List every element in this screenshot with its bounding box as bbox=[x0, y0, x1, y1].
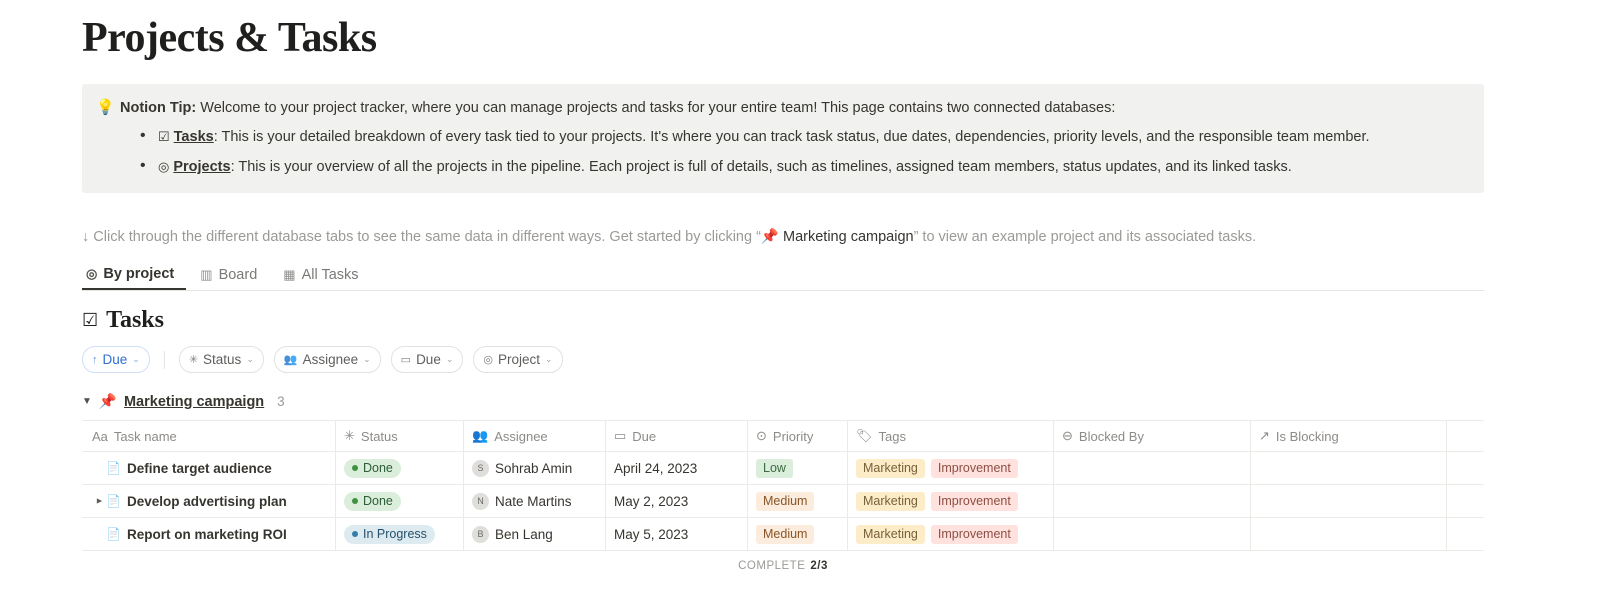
group-header-marketing-campaign[interactable] bbox=[82, 393, 1600, 410]
cell-assignee[interactable] bbox=[464, 518, 606, 550]
task-name-label: Develop advertising plan bbox=[126, 493, 287, 509]
select-icon: ⊙ bbox=[756, 428, 767, 443]
tasks-label[interactable]: Tasks bbox=[173, 129, 214, 145]
chip-label: Project bbox=[497, 352, 541, 367]
page-icon: 📄 bbox=[106, 494, 121, 508]
assignee-name: Sohrab Amin bbox=[495, 460, 573, 476]
hint-text bbox=[82, 227, 1600, 247]
column-label: Due bbox=[632, 428, 657, 444]
filter-chip-project[interactable] bbox=[473, 346, 562, 373]
status-label: Done bbox=[363, 493, 393, 508]
tasks-table bbox=[82, 420, 1484, 551]
tab-label: Board bbox=[218, 267, 258, 283]
table-row[interactable] bbox=[82, 452, 1484, 485]
filter-bar bbox=[82, 346, 1600, 373]
collapse-triangle-icon[interactable]: ▼ bbox=[82, 396, 92, 407]
people-icon: 👥 bbox=[472, 428, 489, 443]
cell-task-name[interactable] bbox=[82, 452, 336, 484]
hint-prefix: ↓ Click through the different database tabs to see the same data in different ways. Get started by clicking “ bbox=[82, 229, 761, 245]
cell-is-blocking[interactable] bbox=[1251, 452, 1447, 484]
column-label: Tags bbox=[878, 428, 906, 444]
page-title: Projects & Tasks bbox=[82, 15, 377, 61]
arrow-up-right-icon: ↗ bbox=[1259, 428, 1270, 443]
checkbox-icon: ☑ bbox=[82, 310, 99, 330]
cell-status[interactable] bbox=[336, 452, 464, 484]
status-badge bbox=[344, 492, 401, 511]
pin-icon: 📌 bbox=[760, 229, 779, 245]
column-header-priority[interactable] bbox=[748, 421, 848, 451]
lightbulb-icon: 💡 bbox=[96, 99, 115, 116]
projects-target-icon: ◎ bbox=[158, 159, 170, 174]
tab-by-project[interactable] bbox=[82, 266, 186, 290]
hint-suffix: ” to view an example project and its associated tasks. bbox=[913, 229, 1257, 245]
callout-lead-label: Notion Tip: bbox=[120, 100, 197, 116]
cell-blocked-by[interactable] bbox=[1054, 518, 1251, 550]
column-header-status[interactable] bbox=[336, 421, 464, 451]
cell-blocked-by[interactable] bbox=[1054, 452, 1251, 484]
page-icon: 📄 bbox=[106, 461, 121, 475]
text-type-icon: Aa bbox=[92, 428, 108, 444]
filter-divider bbox=[164, 351, 165, 369]
cell-task-name[interactable] bbox=[82, 518, 336, 550]
cell-tags[interactable] bbox=[848, 485, 1054, 517]
chevron-down-icon: ⌄ bbox=[246, 354, 254, 364]
tag-badge: Improvement bbox=[931, 525, 1018, 544]
database-tabs bbox=[82, 259, 1484, 291]
status-icon: ✳ bbox=[188, 354, 199, 366]
column-label: Task name bbox=[113, 428, 177, 444]
callout-lead-text: Welcome to your project tracker, where you can manage projects and tasks for your entire team! This page contains two connected databases: bbox=[196, 100, 1116, 116]
calendar-icon: ▭ bbox=[614, 428, 627, 443]
table-row[interactable] bbox=[82, 485, 1484, 518]
tag-icon: 🏷 bbox=[856, 428, 873, 443]
column-header-due[interactable] bbox=[606, 421, 748, 451]
notion-tip-callout bbox=[82, 84, 1484, 193]
chip-label: Due bbox=[416, 352, 441, 367]
column-header-assignee[interactable] bbox=[464, 421, 606, 451]
filter-chip-status[interactable] bbox=[179, 346, 264, 373]
cell-due[interactable]: May 2, 2023 bbox=[606, 485, 748, 517]
column-header-tags[interactable] bbox=[848, 421, 1054, 451]
column-header-spacer bbox=[1447, 421, 1484, 451]
cell-status[interactable] bbox=[336, 518, 464, 550]
cell-status[interactable] bbox=[336, 485, 464, 517]
cell-task-name[interactable] bbox=[82, 485, 336, 517]
chip-label: Status bbox=[203, 352, 242, 367]
cell-priority[interactable] bbox=[748, 452, 848, 484]
tag-badge: Marketing bbox=[856, 459, 925, 478]
calendar-icon: ▭ bbox=[400, 354, 412, 366]
task-name-label: Define target audience bbox=[126, 460, 272, 476]
tab-label: By project bbox=[103, 266, 175, 282]
cell-due[interactable]: April 24, 2023 bbox=[606, 452, 748, 484]
table-row[interactable] bbox=[82, 518, 1484, 551]
tab-label: All Tasks bbox=[301, 267, 359, 283]
column-header-blocked-by[interactable] bbox=[1054, 421, 1251, 451]
board-icon: ▥ bbox=[200, 267, 213, 282]
projects-label[interactable]: Projects bbox=[173, 159, 231, 175]
filter-chip-due[interactable] bbox=[391, 346, 464, 373]
chevron-down-icon: ⌄ bbox=[545, 354, 553, 364]
cell-tags[interactable] bbox=[848, 452, 1054, 484]
column-label: Is Blocking bbox=[1275, 428, 1339, 444]
avatar: B bbox=[472, 526, 489, 543]
avatar: N bbox=[472, 493, 489, 510]
cell-is-blocking[interactable] bbox=[1251, 518, 1447, 550]
cell-due[interactable]: May 5, 2023 bbox=[606, 518, 748, 550]
summary-value: 2/3 bbox=[810, 560, 828, 572]
tab-all-tasks[interactable] bbox=[279, 267, 370, 290]
tasks-description: : This is your detailed breakdown of every task tied to your projects. It's where you can track task status, due dates, dependencies, priority levels, and the responsible team member. bbox=[213, 129, 1370, 145]
tag-badge: Marketing bbox=[856, 525, 925, 544]
assignee-name: Ben Lang bbox=[495, 526, 553, 542]
status-icon: ✳ bbox=[344, 428, 355, 443]
table-footer-summary bbox=[82, 560, 1484, 572]
group-name[interactable]: Marketing campaign bbox=[123, 393, 265, 410]
cell-assignee[interactable] bbox=[464, 485, 606, 517]
callout-body bbox=[120, 98, 1370, 177]
people-icon: 👥 bbox=[283, 354, 298, 366]
column-label: Status bbox=[360, 428, 398, 444]
status-dot-icon bbox=[352, 465, 358, 471]
sort-chip-due[interactable] bbox=[82, 346, 150, 373]
cell-spacer bbox=[1447, 485, 1484, 517]
projects-description: : This is your overview of all the projects in the pipeline. Each project is full of details, such as timelines, assigned team members, status updates, and its linked tasks. bbox=[230, 159, 1292, 175]
target-icon: ◎ bbox=[86, 266, 98, 281]
assignee-name: Nate Martins bbox=[495, 493, 572, 509]
group-count: 3 bbox=[277, 394, 285, 409]
chevron-down-icon: ⌄ bbox=[132, 354, 140, 364]
cell-blocked-by[interactable] bbox=[1054, 485, 1251, 517]
filter-chip-assignee[interactable] bbox=[274, 346, 381, 373]
priority-badge: Medium bbox=[756, 525, 814, 544]
cell-tags[interactable] bbox=[848, 518, 1054, 550]
hint-link[interactable]: Marketing campaign bbox=[778, 229, 914, 245]
database-title-label: Tasks bbox=[106, 307, 164, 333]
tab-board[interactable] bbox=[196, 267, 269, 290]
cell-spacer bbox=[1447, 452, 1484, 484]
cell-spacer bbox=[1447, 518, 1484, 550]
column-header-is-blocking[interactable] bbox=[1251, 421, 1447, 451]
priority-badge: Medium bbox=[756, 492, 814, 511]
blocked-icon: ⊖ bbox=[1062, 428, 1073, 443]
sort-arrow-icon: ↑ bbox=[92, 353, 98, 366]
row-expand-toggle[interactable]: ▼ bbox=[94, 496, 104, 506]
database-title bbox=[82, 307, 1600, 334]
chip-label: Due bbox=[102, 352, 128, 367]
chevron-down-icon: ⌄ bbox=[445, 354, 454, 364]
status-label: Done bbox=[363, 460, 393, 475]
list-item bbox=[158, 157, 1370, 177]
pin-icon: 📌 bbox=[98, 394, 117, 410]
status-badge bbox=[344, 525, 435, 544]
tag-badge: Marketing bbox=[856, 492, 925, 511]
status-label: In Progress bbox=[363, 526, 427, 541]
chip-label: Assignee bbox=[302, 352, 359, 367]
table-icon: ▦ bbox=[283, 267, 296, 282]
column-header-task-name[interactable] bbox=[82, 421, 336, 451]
tasks-check-icon: ☑ bbox=[158, 129, 170, 144]
status-dot-icon bbox=[352, 531, 358, 537]
table-header-row bbox=[82, 421, 1484, 452]
tag-badge: Improvement bbox=[931, 492, 1018, 511]
list-item bbox=[158, 127, 1370, 147]
status-badge bbox=[344, 459, 401, 478]
column-label: Priority bbox=[772, 428, 814, 444]
target-icon: ◎ bbox=[483, 354, 493, 366]
avatar: S bbox=[472, 460, 489, 477]
cell-is-blocking[interactable] bbox=[1251, 485, 1447, 517]
page-icon: 📄 bbox=[106, 527, 121, 541]
column-label: Assignee bbox=[494, 428, 548, 444]
status-dot-icon bbox=[352, 498, 358, 504]
summary-label: COMPLETE bbox=[738, 560, 806, 572]
cell-assignee[interactable] bbox=[464, 452, 606, 484]
cell-priority[interactable] bbox=[748, 485, 848, 517]
cell-priority[interactable] bbox=[748, 518, 848, 550]
column-label: Blocked By bbox=[1078, 428, 1144, 444]
callout-bullet-list bbox=[120, 127, 1370, 177]
priority-badge: Low bbox=[756, 459, 793, 478]
task-name-label: Report on marketing ROI bbox=[126, 526, 287, 542]
chevron-down-icon: ⌄ bbox=[363, 354, 371, 364]
page-root bbox=[0, 14, 1600, 572]
tag-badge: Improvement bbox=[931, 459, 1018, 478]
